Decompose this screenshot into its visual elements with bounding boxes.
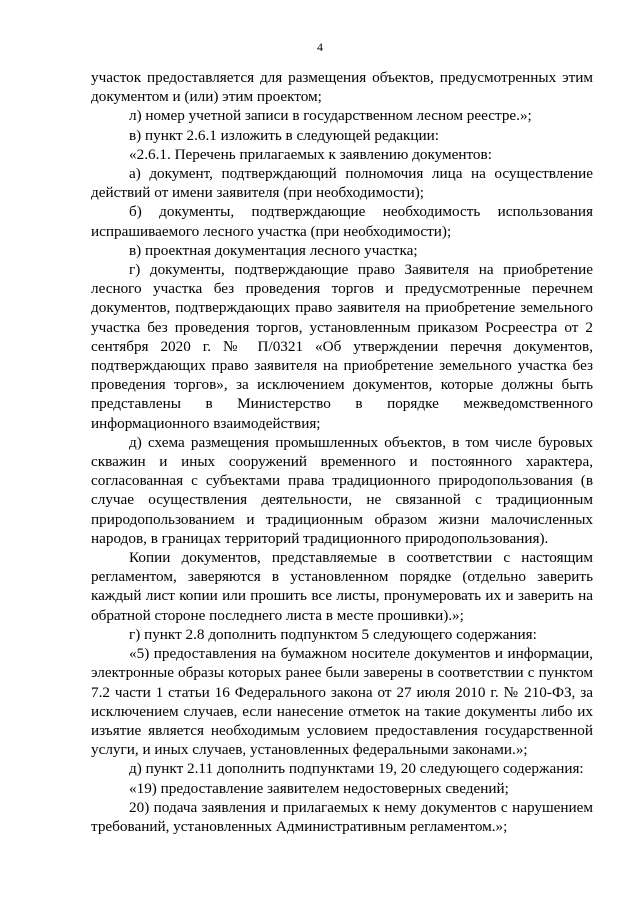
paragraph: «5) предоставления на бумажном носителе документов и информации, электронные образы которых ранее были заверены в соответствии с пунктом 7.2 части 1 статьи 16 Федерального закона от 27 июля 2010 г. № 210-ФЗ, за исключением случаев, если нанесение отметок на такие документы либо их изъятие является необходимым условием предоставления государственной услуги, и иных случаев, установленных федеральными законами.»;: [91, 645, 593, 759]
page-number: 4: [317, 40, 323, 54]
paragraph: а) документ, подтверждающий полномочия лица на осуществление действий от имени заявителя (при необходимости);: [91, 165, 593, 202]
paragraph: д) пункт 2.11 дополнить подпунктами 19, 20 следующего содержания:: [129, 760, 584, 778]
paragraph: л) номер учетной записи в государственном лесном реестре.»;: [129, 107, 532, 125]
paragraph: б) документы, подтверждающие необходимость использования испрашиваемого лесного участка (при необходимости);: [91, 203, 593, 240]
paragraph: в) проектная документация лесного участка;: [129, 241, 418, 259]
paragraph: «2.6.1. Перечень прилагаемых к заявлению документов:: [129, 145, 492, 163]
document-body: [91, 68, 593, 836]
paragraph: г) пункт 2.8 дополнить подпунктом 5 следующего содержания:: [129, 625, 537, 643]
paragraph: Копии документов, представляемые в соответствии с настоящим регламентом, заверяются в установленном порядке (отдельно заверить каждый лист копии или прошить все листы, пронумеровать их и заверить на обратной стороне последнего листа в месте прошивки).»;: [91, 549, 593, 624]
paragraph: в) пункт 2.6.1 изложить в следующей редакции:: [129, 126, 440, 144]
paragraph: участок предоставляется для размещения объектов, предусмотренных этим документом и (или) этим проектом;: [91, 69, 593, 106]
paragraph: д) схема размещения промышленных объектов, в том числе буровых скважин и иных сооружений временного и постоянного характера, согласованная с субъектами права традиционного природопользования (в случае осуществления деятельности, не связанной с традиционным природопользованием и традиционным образом жизни малочисленных народов, в границах территорий традиционного природопользования).: [91, 433, 593, 547]
paragraph: 20) подача заявления и прилагаемых к нему документов с нарушением требований, установленных Административным регламентом.»;: [91, 798, 593, 835]
paragraph: г) документы, подтверждающие право Заявителя на приобретение лесного участка без проведения торгов и предусмотренные перечнем документов, подтверждающих право заявителя на приобретение земельного участка без проведения торгов, установленным приказом Росреестра от 2 сентября 2020 г. № П/0321 «Об утверждении перечня документов, подтверждающих право заявителя на приобретение земельного участка без проведения торгов», за исключением документов, которые должны быть представлены в Министерство в порядке межведомственного информационного взаимодействия;: [91, 261, 593, 432]
paragraph: «19) предоставление заявителем недостоверных сведений;: [129, 779, 509, 797]
